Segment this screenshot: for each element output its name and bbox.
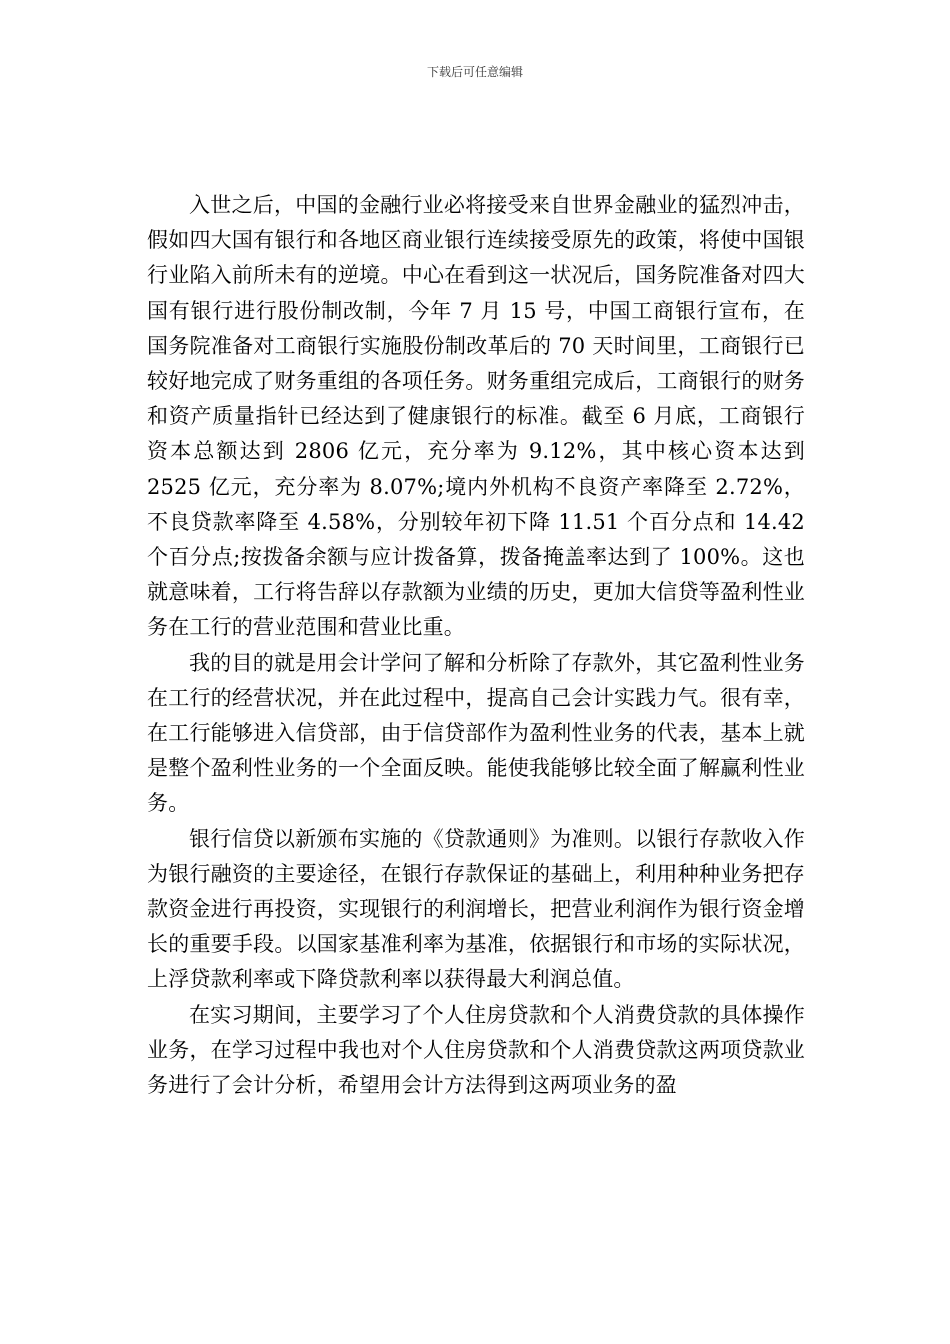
paragraph-2: 我的目的就是用会计学问了解和分析除了存款外，其它盈利性业务在工行的经营状况，并在此过程中，提高自己会计实践力气。很有幸，在工行能够进入信贷部，由于信贷部作为盈利性业务的代表，基本上就是整个盈利性业务的一个全面反映。能使我能够比较全面了解赢利性业务。 — [147, 650, 805, 816]
paragraph-1: 入世之后，中国的金融行业必将接受来自世界金融业的猛烈冲击，假如四大国有银行和各地区商业银行连续接受原先的政策，将使中国银行业陷入前所未有的逆境。中心在看到这一状况后，国务院准备对四大国有银行进行股份制改制，今年 7 月 15 号，中国工商银行宣布，在国务院准备对工商银行实施股份制改革后的 70 天时间里，工商银行已较好地完成了财务重组的各项任务。财务重组完成后，工商银行的财务和资产质量指针已经达到了健康银行的标准。截至 6 月底，工商银行资本总额达到 2806 亿元，充分率为 9.12%，其中核心资本达到 2525 亿元，充分率为 8.07%;境内外机构不良资产率降至 2.72%，不良贷款率降至 4.58%，分别较年初下降 11.51 个百分点和 14.42 个百分点;按拨备余额与应计拨备算，拨备掩盖率达到了 100%。这也就意味着，工行将告辞以存款额为业绩的历史，更加大信贷等盈利性业务在工行的营业范围和营业比重。 — [147, 193, 805, 640]
page-header: 下载后可任意编辑 — [426, 65, 523, 79]
document-body — [147, 188, 805, 1103]
paragraph-3: 银行信贷以新颁布实施的《贷款通则》为准则。以银行存款收入作为银行融资的主要途径，在银行存款保证的基础上，利用种种业务把存款资金进行再投资，实现银行的利润增长，把营业利润作为银行资金增长的重要手段。以国家基准利率为基准，依据银行和市场的实际状况，上浮贷款利率或下降贷款利率以获得最大利润总值。 — [147, 826, 805, 992]
paragraph-4: 在实习期间，主要学习了个人住房贷款和个人消费贷款的具体操作业务，在学习过程中我也对个人住房贷款和个人消费贷款这两项贷款业务进行了会计分析，希望用会计方法得到这两项业务的盈 — [147, 1002, 805, 1098]
